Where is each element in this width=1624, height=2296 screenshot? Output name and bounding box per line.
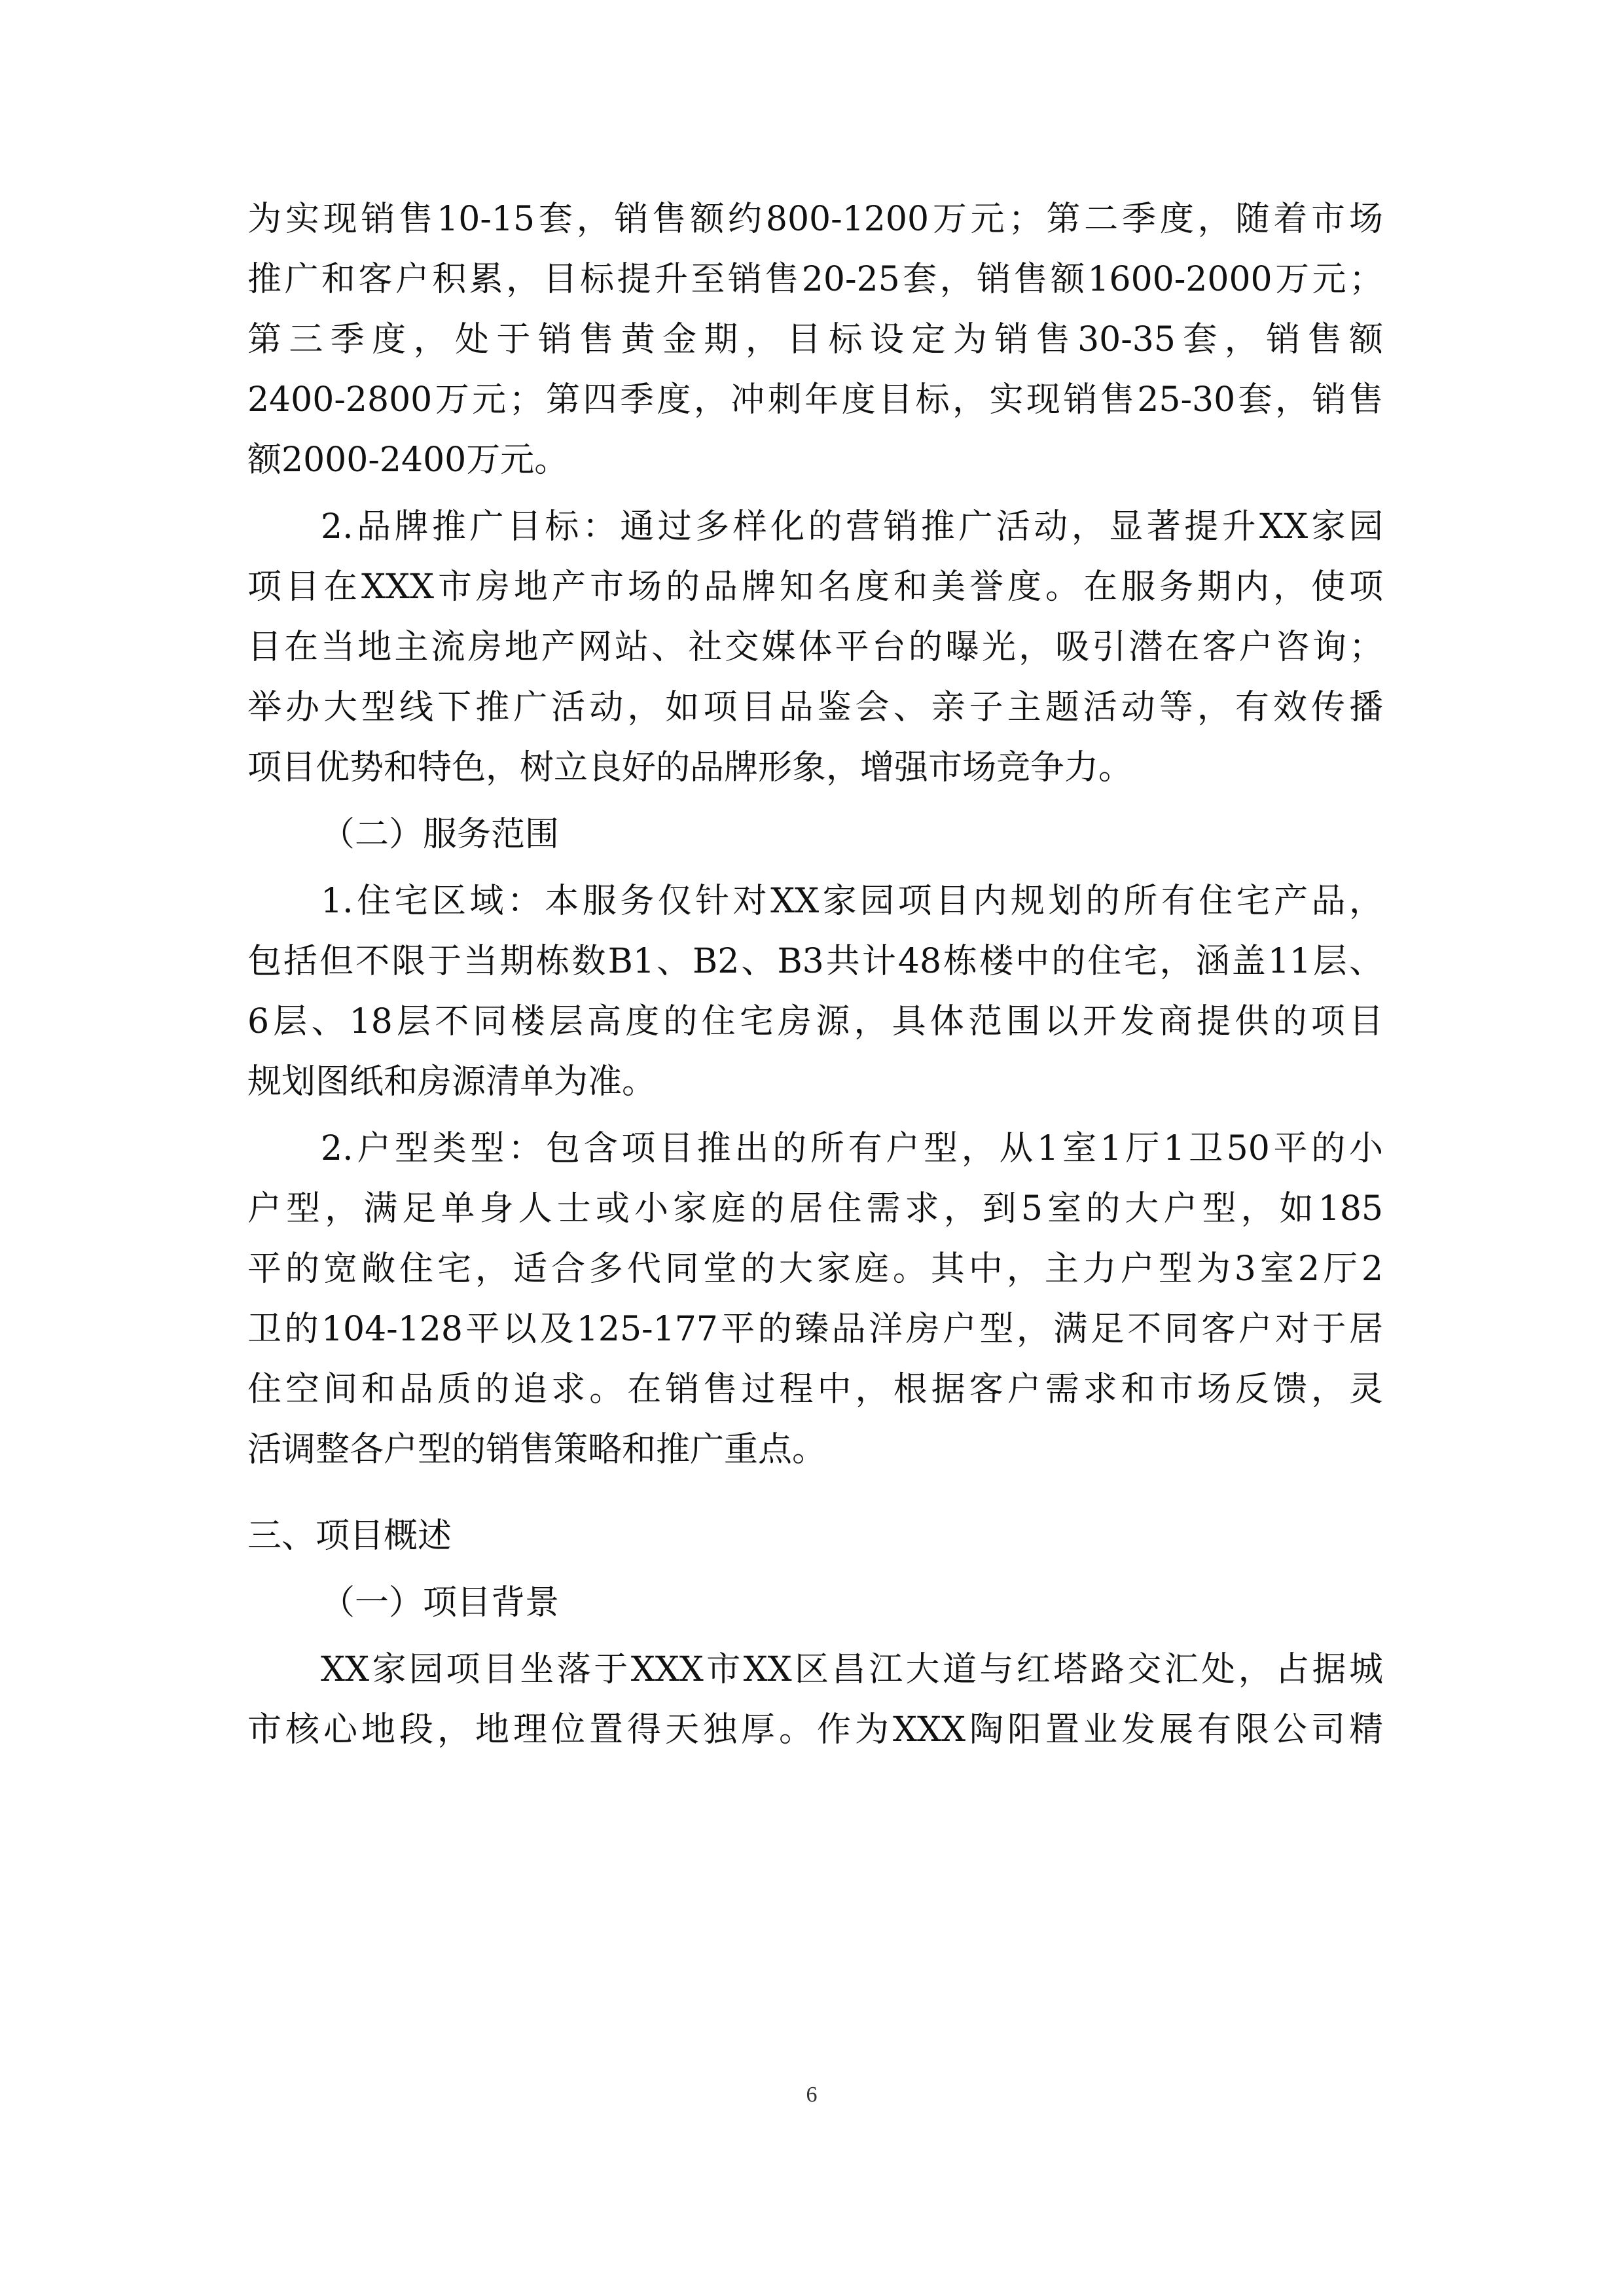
section-heading-service-scope: （二）服务范围 [321, 815, 560, 854]
paragraph-line: 2.品牌推广目标：通过多样化的营销推广活动，显著提升XX家园 [321, 507, 1383, 547]
paragraph-line: 2400-2800万元；第四季度，冲刺年度目标，实现销售25-30套，销售 [247, 380, 1383, 420]
paragraph-line: 第三季度，处于销售黄金期，目标设定为销售30-35套，销售额 [247, 320, 1383, 359]
paragraph-line: 举办大型线下推广活动，如项目品鉴会、亲子主题活动等，有效传播 [247, 688, 1383, 727]
paragraph-line: 项目优势和特色，树立良好的品牌形象，增强市场竞争力。 [247, 748, 1133, 787]
page-number: 6 [806, 2083, 818, 2107]
paragraph-line: XX家园项目坐落于XXX市XX区昌江大道与红塔路交汇处，占据城 [321, 1650, 1383, 1689]
paragraph-line: 1.住宅区域：本服务仅针对XX家园项目内规划的所有住宅产品， [321, 882, 1383, 921]
paragraph-line: 推广和客户积累，目标提升至销售20-25套，销售额1600-2000万元； [247, 260, 1383, 299]
section-heading-project-overview: 三、项目概述 [247, 1516, 452, 1556]
paragraph-line: 市核心地段，地理位置得天独厚。作为XXX陶阳置业发展有限公司精 [247, 1710, 1383, 1749]
paragraph-line: 2.户型类型：包含项目推出的所有户型，从1室1厅1卫50平的小 [321, 1129, 1383, 1168]
paragraph-line: 目在当地主流房地产网站、社交媒体平台的曝光，吸引潜在客户咨询； [247, 628, 1383, 667]
paragraph-line: 户型，满足单身人士或小家庭的居住需求，到5室的大户型，如185 [247, 1189, 1383, 1229]
paragraph-line: 规划图纸和房源清单为准。 [247, 1062, 657, 1102]
paragraph-line: 平的宽敞住宅，适合多代同堂的大家庭。其中，主力户型为3室2厅2 [247, 1249, 1383, 1289]
paragraph-line: 卫的104-128平以及125-177平的臻品洋房户型，满足不同客户对于居 [247, 1310, 1383, 1349]
paragraph-line: 6层、18层不同楼层高度的住宅房源，具体范围以开发商提供的项目 [247, 1002, 1383, 1041]
paragraph-line: 活调整各户型的销售策略和推广重点。 [247, 1430, 827, 1469]
paragraph-line: 项目在XXX市房地产市场的品牌知名度和美誉度。在服务期内，使项 [247, 567, 1383, 607]
section-heading-project-background: （一）项目背景 [321, 1583, 560, 1623]
paragraph-line: 住空间和品质的追求。在销售过程中，根据客户需求和市场反馈，灵 [247, 1370, 1383, 1409]
paragraph-line: 为实现销售10-15套，销售额约800-1200万元；第二季度，随着市场 [247, 200, 1383, 239]
paragraph-line: 额2000-2400万元。 [247, 440, 569, 480]
paragraph-line: 包括但不限于当期栋数B1、B2、B3共计48栋楼中的住宅，涵盖11层、 [247, 942, 1383, 981]
